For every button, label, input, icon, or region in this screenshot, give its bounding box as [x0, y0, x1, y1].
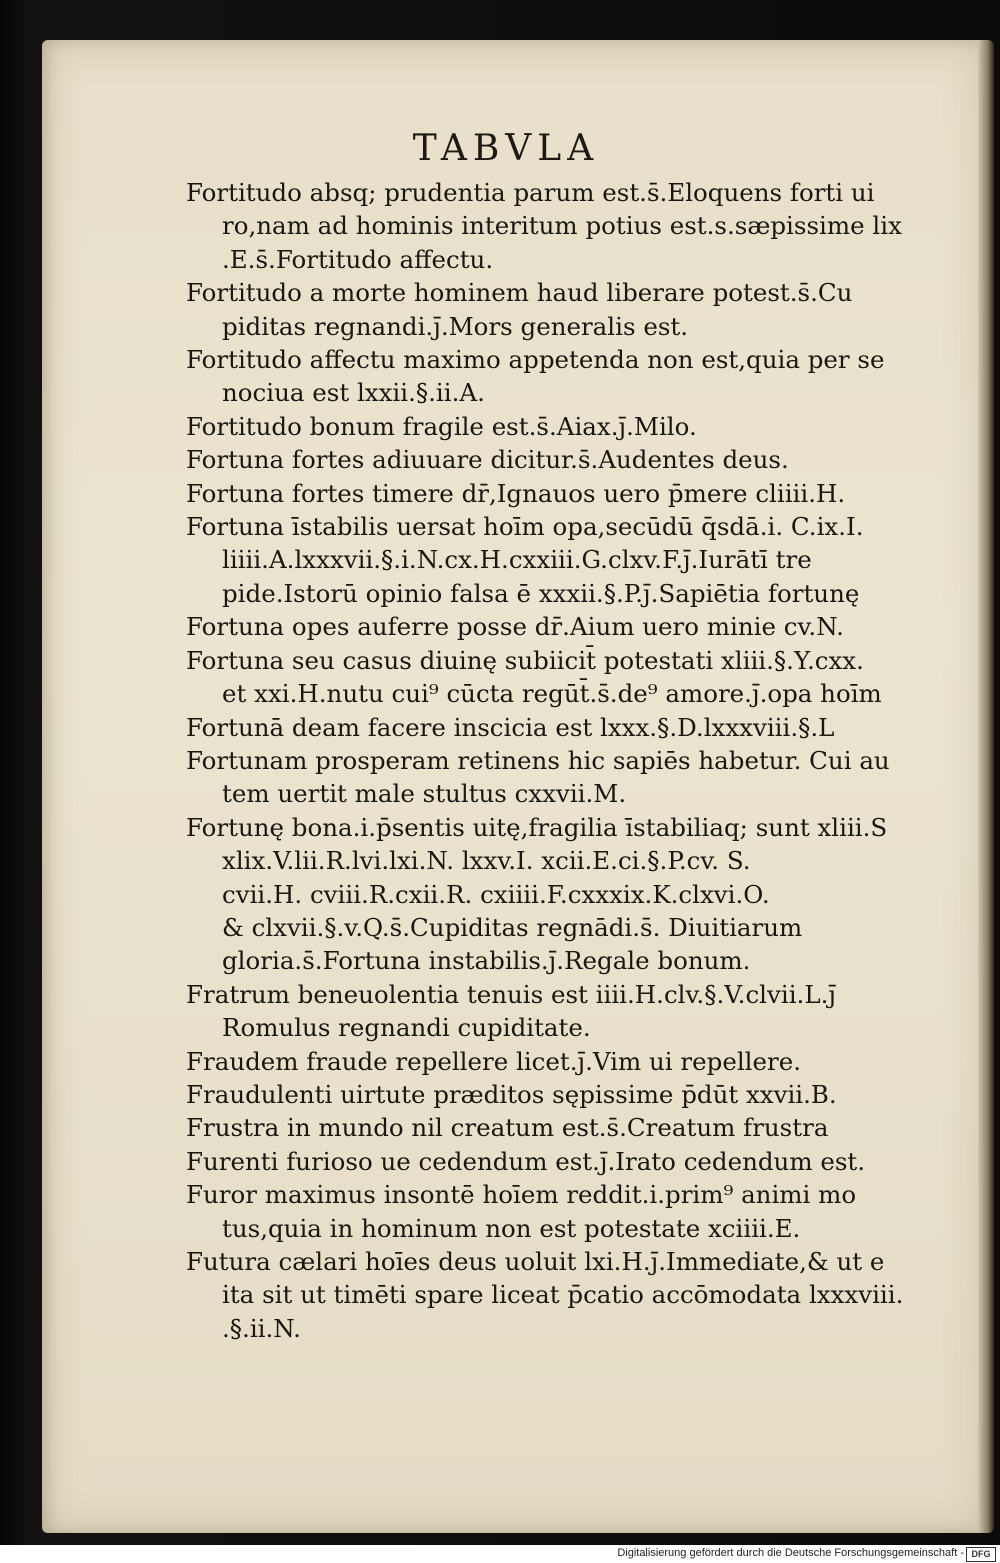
dfg-logo: DFG	[966, 1547, 996, 1562]
entry-continuation-line: tem uertit male stultus cxxvii.M.	[222, 779, 627, 809]
entry-line: Futura cælari hoīes deus uoluit lxi.H.j̄.Immediate,& ut e	[186, 1247, 885, 1276]
entry-continuation-line: & clxvii.§.v.Q.s̄.Cupiditas regnādi.s̄. Diuitiarum	[222, 912, 803, 942]
entry-continuation-line: pide.Istorū opinio falsa ē xxxii.§.P.j̄.Sapiētia fortunę	[222, 578, 860, 608]
entry-continuation-line: et xxi.H.nutu cui⁹ cūcta regūt̄.s̄.de⁹ amore.j̄.opa hoīm	[222, 679, 882, 709]
entry-line: Fortuna fortes timere dr̄,Ignauos uero p̄mere cliiii.H.	[186, 478, 846, 508]
entry-continuation-line: .§.ii.N.	[222, 1313, 301, 1343]
entry-continuation-line: .E.s̄.Fortitudo affectu.	[222, 244, 494, 274]
index-entry	[186, 410, 886, 443]
entry-line: Fortitudo bonum fragile est.s̄.Aiax.j̄.Milo.	[186, 411, 697, 441]
page-heading: TABVLA	[412, 128, 600, 169]
entry-continuation-line: Romulus regnandi cupiditate.	[222, 1013, 591, 1043]
footer-credit: Digitalisierung gefördert durch die Deutsche Forschungsgemeinschaft -	[617, 1547, 964, 1559]
index-entry	[186, 343, 886, 410]
entry-line: Fraudulenti uirtute præditos sępissime p̄dūt xxvii.B.	[186, 1079, 837, 1109]
entry-line: Fortuna fortes adiuuare dicitur.s̄.Audentes deus.	[186, 445, 789, 475]
entry-continuation-line: tus,quia in hominum non est potestate xciiii.E.	[222, 1213, 801, 1243]
index-entry	[186, 1111, 886, 1144]
index-entry	[186, 1245, 904, 1345]
entry-continuation-line: ro,nam ad hominis interitum potius est.s.sæpissime lix	[222, 211, 902, 241]
index-entry	[186, 1178, 886, 1245]
entry-continuation-line: cvii.H. cviii.R.cxii.R. cxiiii.F.cxxxix.K.clxvi.O.	[222, 879, 770, 909]
entry-line: Furor maximus insontē hoīem reddit.i.prim⁹ animi mo	[186, 1180, 857, 1210]
index-entry	[186, 176, 902, 276]
index-entry	[186, 1145, 886, 1178]
index-entry	[186, 443, 886, 476]
entry-line: Fortitudo affectu maximo appetenda non est,quia per se	[186, 345, 885, 375]
entry-continuation-line: piditas regnandi.j̄.Mors generalis est.	[222, 311, 689, 341]
entry-continuation-line: ita sit ut timēti spare liceat p̄catio accōmodata lxxxviii.	[222, 1280, 904, 1310]
entry-line: Fortuna īstabilis uersat hoīm opa,secūdū q̄sdā.i. C.ix.I.	[186, 512, 864, 542]
index-entry	[186, 644, 886, 711]
index-entry	[186, 811, 886, 978]
index-text	[186, 176, 904, 1345]
entry-line: Fortuna seu casus diuinę subiicit̄ potestati xliii.§.Y.cxx.	[186, 645, 864, 675]
index-entry	[186, 978, 886, 1045]
entry-line: Furenti furioso ue cedendum est.j̄.Irato cedendum est.	[186, 1146, 866, 1176]
index-entry	[186, 744, 890, 811]
index-entry	[186, 610, 886, 643]
entry-line: Fraudem fraude repellere licet.j̄.Vim ui repellere.	[186, 1046, 801, 1076]
entry-line: Fortunā deam facere inscicia est lxxx.§.D.lxxxviii.§.L	[186, 712, 835, 742]
index-entry	[186, 1045, 886, 1078]
entry-line: Fortuna opes auferre posse dr̄.Aium uero minie cv.N.	[186, 612, 844, 642]
entry-line: Fratrum beneuolentia tenuis est iiii.H.clv.§.V.clvii.L.j̄	[186, 979, 836, 1009]
index-entry	[186, 477, 886, 510]
index-entry	[186, 711, 886, 744]
entry-line: Fortitudo absq; prudentia parum est.s̄.Eloquens forti ui	[186, 178, 875, 207]
entry-continuation-line: nociua est lxxii.§.ii.A.	[222, 378, 485, 408]
index-entry	[186, 1078, 886, 1111]
entry-continuation-line: liiii.A.lxxxvii.§.i.N.cx.H.cxxiii.G.clxv.F.j̄.Iurātī tre	[222, 545, 812, 575]
entry-line: Fortitudo a morte hominem haud liberare potest.s̄.Cu	[186, 278, 853, 308]
entry-line: Frustra in mundo nil creatum est.s̄.Creatum frustra	[186, 1113, 829, 1143]
entry-continuation-line: gloria.s̄.Fortuna instabilis.j̄.Regale bonum.	[222, 946, 751, 976]
index-entry	[186, 276, 886, 343]
entry-line: Fortunam prosperam retinens hic sapiēs habetur. Cui au	[186, 745, 890, 775]
index-entry	[186, 510, 886, 610]
page-edge	[978, 40, 994, 1533]
entry-continuation-line: xlix.V.lii.R.lvi.lxi.N. lxxv.I. xcii.E.ci.§.P.cv. S.	[222, 846, 751, 876]
entry-line: Fortunę bona.i.p̄sentis uitę,fragilia īstabiliaq; sunt xliii.S	[186, 812, 888, 842]
